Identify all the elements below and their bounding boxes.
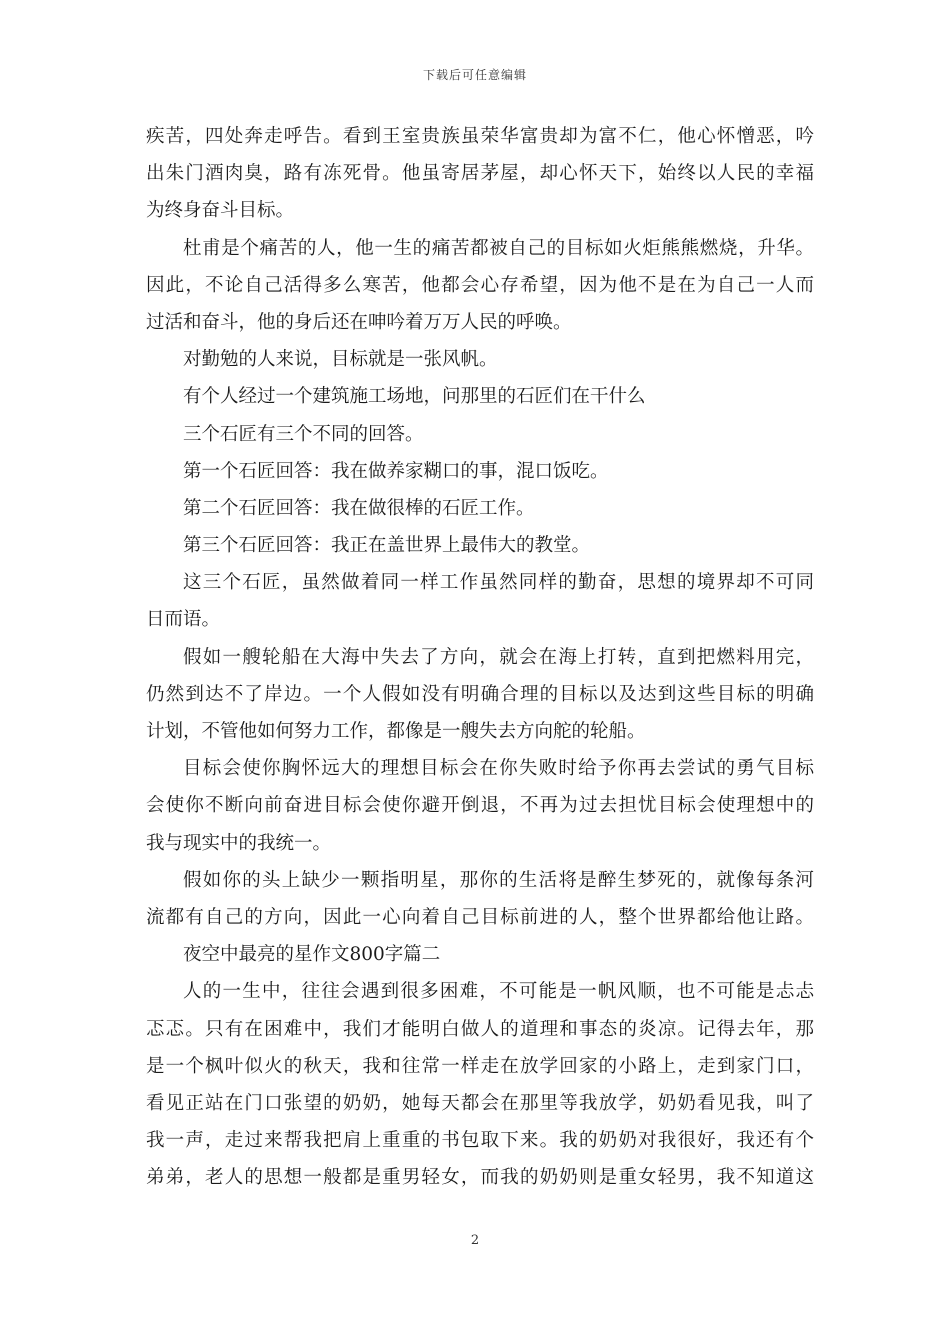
- text-line: 第一个石匠回答：我在做养家糊口的事，混口饭吃。: [183, 460, 609, 482]
- text-line: 人的一生中，往往会遇到很多困难，不可能是一帆风顺，也不可能是忐忐: [183, 981, 814, 1003]
- page-number: 2: [470, 1233, 480, 1248]
- text-line: 有个人经过一个建筑施工场地，问那里的石匠们在干什么: [183, 386, 646, 408]
- text-line: 夜空中最亮的星作文800字篇二: [183, 944, 441, 966]
- text-line: 会使你不断向前奋进目标会使你避开倒退，不再为过去担忧目标会使理想中的: [146, 795, 814, 817]
- text-line: 是一个枫叶似火的秋天，我和往常一样走在放学回家的小路上，走到家门口，: [146, 1055, 814, 1077]
- text-line: 我与现实中的我统一。: [146, 832, 332, 854]
- document-body: [146, 118, 814, 1196]
- text-line: 假如一艘轮船在大海中失去了方向，就会在海上打转，直到把燃料用完，: [183, 646, 814, 668]
- text-line: 忑忑。只有在困难中，我们才能明白做人的道理和事态的炎凉。记得去年，那: [146, 1018, 814, 1040]
- text-line: 因此，不论自己活得多么寒苦，他都会心存希望，因为他不是在为自己一人而: [146, 274, 814, 296]
- text-line: 对勤勉的人来说，目标就是一张风帆。: [183, 349, 498, 371]
- text-line: 这三个石匠，虽然做着同一样工作虽然同样的勤奋，思想的境界却不可同: [183, 572, 814, 594]
- text-line: 假如你的头上缺少一颗指明星，那你的生活将是醉生梦死的，就像每条河: [183, 869, 814, 891]
- text-line: 杜甫是个痛苦的人，他一生的痛苦都被自己的目标如火炬熊熊燃烧，升华。: [183, 237, 814, 259]
- text-line: 日而语。: [146, 609, 221, 631]
- text-line: 目标会使你胸怀远大的理想目标会在你失败时给予你再去尝试的勇气目标: [183, 758, 814, 780]
- text-line: 第二个石匠回答：我在做很棒的石匠工作。: [183, 497, 535, 519]
- text-line: 看见正站在门口张望的奶奶，她每天都会在那里等我放学，奶奶看见我，叫了: [146, 1092, 814, 1114]
- text-line: 第三个石匠回答：我正在盖世界上最伟大的教堂。: [183, 535, 591, 557]
- text-line: 弟弟，老人的思想一般都是重男轻女，而我的奶奶则是重女轻男，我不知道这: [146, 1167, 814, 1189]
- text-line: 三个石匠有三个不同的回答。: [183, 423, 424, 445]
- text-line: 我一声，走过来帮我把肩上重重的书包取下来。我的奶奶对我很好，我还有个: [146, 1130, 814, 1152]
- text-line: 计划，不管他如何努力工作，都像是一艘失去方向舵的轮船。: [146, 721, 646, 742]
- text-line: 流都有自己的方向，因此一心向着自己目标前进的人，整个世界都给他让路。: [146, 906, 814, 928]
- text-line: 为终身奋斗目标。: [146, 200, 295, 222]
- page-header: 下载后可任意编辑: [422, 68, 527, 82]
- text-line: 仍然到达不了岸边。一个人假如没有明确合理的目标以及达到这些目标的明确: [146, 683, 814, 705]
- text-line: 过活和奋斗，他的身后还在呻吟着万万人民的呼唤。: [146, 311, 572, 333]
- text-line: 出朱门酒肉臭，路有冻死骨。他虽寄居茅屋，却心怀天下，始终以人民的幸福: [146, 163, 814, 185]
- text-line: 疾苦，四处奔走呼告。看到王室贵族虽荣华富贵却为富不仁，他心怀憎恶，吟: [146, 126, 814, 147]
